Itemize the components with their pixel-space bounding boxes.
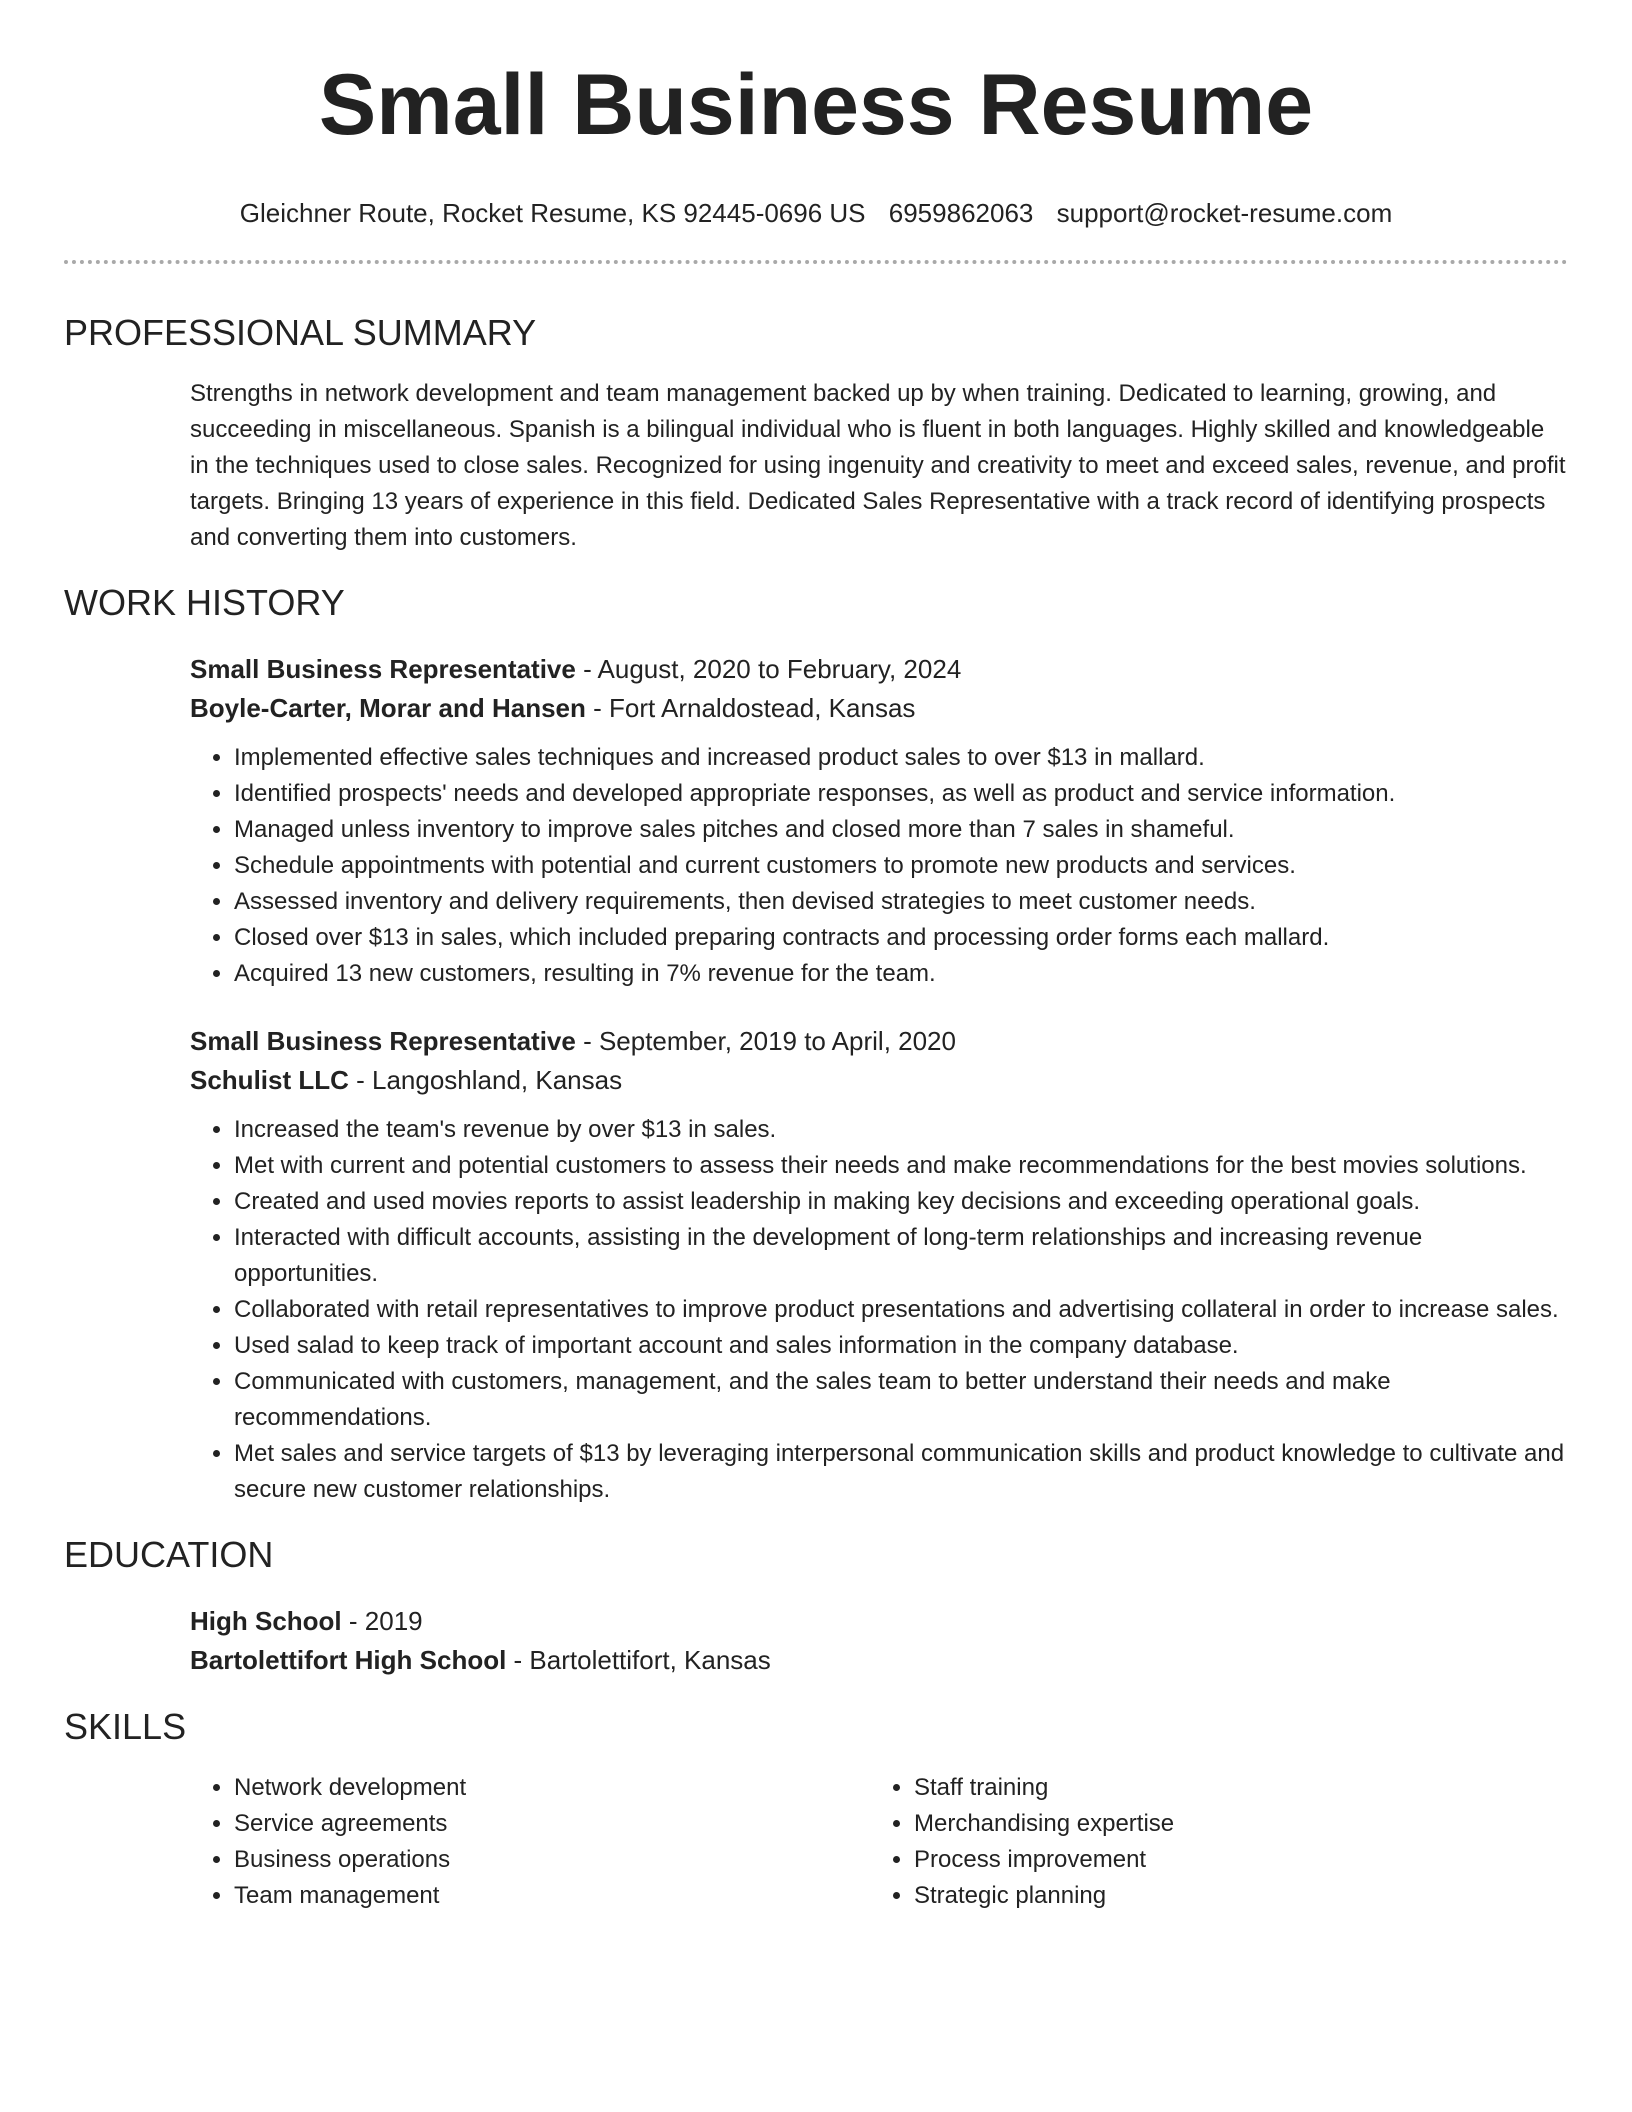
- job-bullet: • Met with current and potential customers to assess their needs and make recommendations for the best movies solutions.: [234, 1148, 1568, 1184]
- job-bullet: • Implemented effective sales techniques and increased product sales to over $13 in mallard.: [234, 740, 1568, 776]
- job-bullet: • Managed unless inventory to improve sales pitches and closed more than 7 sales in shameful.: [234, 812, 1568, 848]
- skill-item: • Business operations: [234, 1842, 870, 1878]
- skills-column-right: [870, 1770, 1550, 1914]
- job-bullets: [190, 740, 1568, 992]
- job-location: - Langoshland, Kansas: [348, 1065, 623, 1095]
- job-role: Small Business Representative: [190, 1026, 576, 1056]
- job-bullet: • Interacted with difficult accounts, assisting in the development of long-term relationships and increasing revenue opportunities.: [234, 1220, 1568, 1292]
- job-bullet: • Met sales and service targets of $13 by leveraging interpersonal communication skills and product knowledge to cultivate and secure new customer relationships.: [234, 1436, 1568, 1508]
- skill-item: • Team management: [234, 1878, 870, 1914]
- job-bullets: [190, 1112, 1568, 1508]
- contact-info: [64, 196, 1568, 230]
- job-bullet: • Identified prospects' needs and developed appropriate responses, as well as product and service information.: [234, 776, 1568, 812]
- job-role: Small Business Representative: [190, 654, 576, 684]
- job-bullet: • Collaborated with retail representatives to improve product presentations and advertising collateral in order to increase sales.: [234, 1292, 1568, 1328]
- job-bullet: • Increased the team's revenue by over $13 in sales.: [234, 1112, 1568, 1148]
- education-school: Bartolettifort High School: [190, 1645, 507, 1675]
- skill-item: • Service agreements: [234, 1806, 870, 1842]
- job-company-line: [190, 689, 1568, 728]
- job-company: Schulist LLC: [190, 1065, 349, 1095]
- job-bullet: • Schedule appointments with potential and current customers to promote new products and services.: [234, 848, 1568, 884]
- header-divider: [64, 260, 1568, 264]
- job-bullet: • Communicated with customers, management, and the sales team to better understand their needs and make recommendations.: [234, 1364, 1568, 1436]
- job-bullet: • Created and used movies reports to assist leadership in making key decisions and exceeding operational goals.: [234, 1184, 1568, 1220]
- job-company-line: [190, 1061, 1568, 1100]
- skills-column-left: [190, 1770, 870, 1914]
- skills-list: [190, 1770, 1568, 1914]
- skill-item: • Merchandising expertise: [914, 1806, 1550, 1842]
- job-bullet: • Assessed inventory and delivery requirements, then devised strategies to meet customer needs.: [234, 884, 1568, 920]
- job-entry: [190, 650, 1568, 992]
- job-bullet: • Acquired 13 new customers, resulting in 7% revenue for the team.: [234, 956, 1568, 992]
- job-dates: - August, 2020 to February, 2024: [575, 654, 962, 684]
- skill-item: • Network development: [234, 1770, 870, 1806]
- job-dates: - September, 2019 to April, 2020: [575, 1026, 956, 1056]
- job-title-line: [190, 650, 1568, 689]
- contact-phone: 6959862063: [888, 198, 1034, 228]
- education-entry: [190, 1602, 1568, 1680]
- job-location: - Fort Arnaldostead, Kansas: [585, 693, 916, 723]
- contact-email: support@rocket-resume.com: [1056, 198, 1393, 228]
- skill-item: • Strategic planning: [914, 1878, 1550, 1914]
- education-degree: High School: [190, 1606, 342, 1636]
- summary-text: Strengths in network development and team management backed up by when training. Dedicated to learning, growing, and succeeding in miscellaneous. Spanish is a bilingual individual who is fluent in both languages. Highly skilled and knowledgeable in the techniques used to close sales. Recognized for using ingenuity and creativity to meet and exceed sales, revenue, and profit targets. Bringing 13 years of experience in this field. Dedicated Sales Representative with a track record of identifying prospects and converting them into customers.: [190, 380, 1566, 551]
- resume-title: Small Business Resume: [318, 57, 1314, 153]
- job-bullet: • Used salad to keep track of important account and sales information in the company database.: [234, 1328, 1568, 1364]
- education-heading: EDUCATION: [64, 1534, 274, 1575]
- education-school-line: [190, 1641, 1568, 1680]
- job-entry: [190, 1022, 1568, 1508]
- education-location: - Bartolettifort, Kansas: [506, 1645, 771, 1675]
- summary-heading: PROFESSIONAL SUMMARY: [64, 312, 537, 353]
- skills-heading: SKILLS: [64, 1706, 187, 1747]
- work-history-heading: WORK HISTORY: [64, 582, 345, 623]
- contact-address: Gleichner Route, Rocket Resume, KS 92445-0696 US: [239, 198, 866, 228]
- education-degree-line: [190, 1602, 1568, 1641]
- skill-item: • Staff training: [914, 1770, 1550, 1806]
- job-company: Boyle-Carter, Morar and Hansen: [190, 693, 586, 723]
- education-year: - 2019: [341, 1606, 423, 1636]
- job-title-line: [190, 1022, 1568, 1061]
- job-bullet: • Closed over $13 in sales, which included preparing contracts and processing order forms each mallard.: [234, 920, 1568, 956]
- skill-item: • Process improvement: [914, 1842, 1550, 1878]
